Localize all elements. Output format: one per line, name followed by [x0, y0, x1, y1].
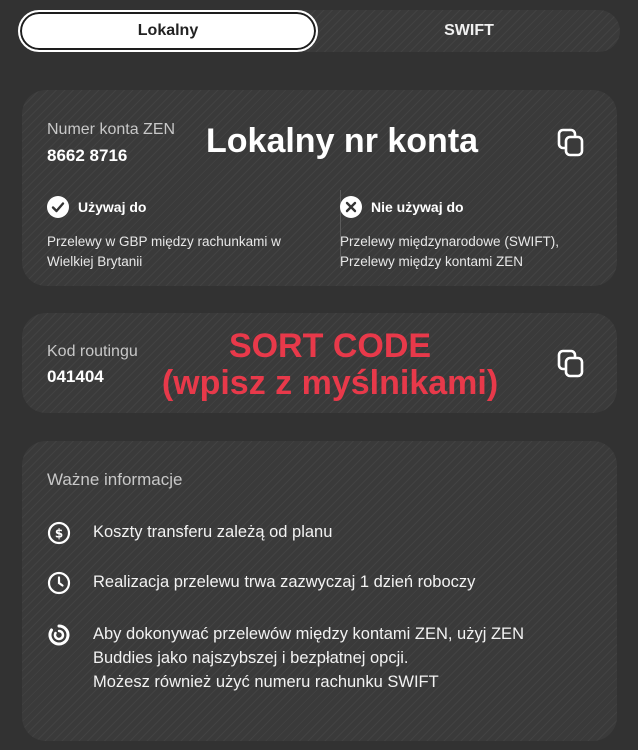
routing-code-value: 041404: [47, 367, 104, 386]
dont-use-text: [340, 232, 559, 272]
cross-icon: [340, 196, 362, 218]
use-for-text-line2: Wielkiej Brytanii: [47, 254, 143, 269]
routing-code-label: Kod routingu: [47, 343, 138, 360]
account-number-label: Numer konta ZEN: [47, 121, 176, 138]
important-info-card: [22, 441, 617, 741]
use-for-header: [47, 196, 146, 218]
copy-account-icon[interactable]: [557, 128, 585, 158]
routing-code-card: [22, 313, 617, 413]
info-item-zen: [47, 622, 524, 694]
sort-code-annotation: [152, 327, 508, 403]
info-item-zen-text: [93, 622, 524, 694]
dont-use-text-line1: Przelewy międzynarodowe (SWIFT),: [340, 234, 560, 249]
tab-bar: [18, 10, 620, 52]
use-for-title: Używaj do: [78, 199, 147, 215]
zen-logo-icon: [47, 623, 71, 647]
tab-swift-label: SWIFT: [444, 22, 494, 39]
sort-code-annotation-line1: SORT CODE: [228, 327, 432, 365]
dont-use-title: Nie używaj do: [371, 199, 464, 215]
account-number-value: 8662 8716: [47, 146, 128, 165]
clock-icon: [47, 571, 71, 595]
use-for-text-line1: Przelewy w GBP między rachunkami w: [47, 234, 281, 249]
dollar-coin-icon: [47, 521, 71, 545]
tab-swift[interactable]: [318, 10, 620, 52]
account-number-card: [22, 90, 617, 286]
dont-use-header: [340, 196, 464, 218]
info-item-cost: [47, 520, 332, 545]
info-item-time: [47, 570, 475, 595]
info-item-zen-line1: Aby dokonywać przelewów między kontami ZEN, użyj ZEN: [93, 625, 524, 643]
account-annotation: Lokalny nr konta: [206, 122, 479, 160]
check-icon: [47, 196, 69, 218]
copy-routing-icon[interactable]: [557, 349, 585, 379]
important-info-title: Ważne informacje: [47, 470, 183, 489]
dont-use-text-line2: Przelewy między kontami ZEN: [340, 254, 524, 269]
svg-text:$: $: [54, 526, 64, 541]
use-for-text: [47, 232, 281, 272]
info-item-cost-text: Koszty transferu zależą od planu: [93, 523, 333, 541]
info-item-zen-line3: Możesz również użyć numeru rachunku SWIFT: [93, 673, 439, 691]
info-item-time-text: Realizacja przelewu trwa zazwyczaj 1 dzień roboczy: [93, 573, 476, 591]
tab-lokalny-label: Lokalny: [137, 22, 199, 39]
info-item-zen-line2: Buddies jako najszybszej i bezpłatnej opcji.: [93, 649, 409, 667]
tab-lokalny[interactable]: [18, 10, 318, 52]
sort-code-annotation-line2: (wpisz z myślnikami): [161, 364, 499, 402]
